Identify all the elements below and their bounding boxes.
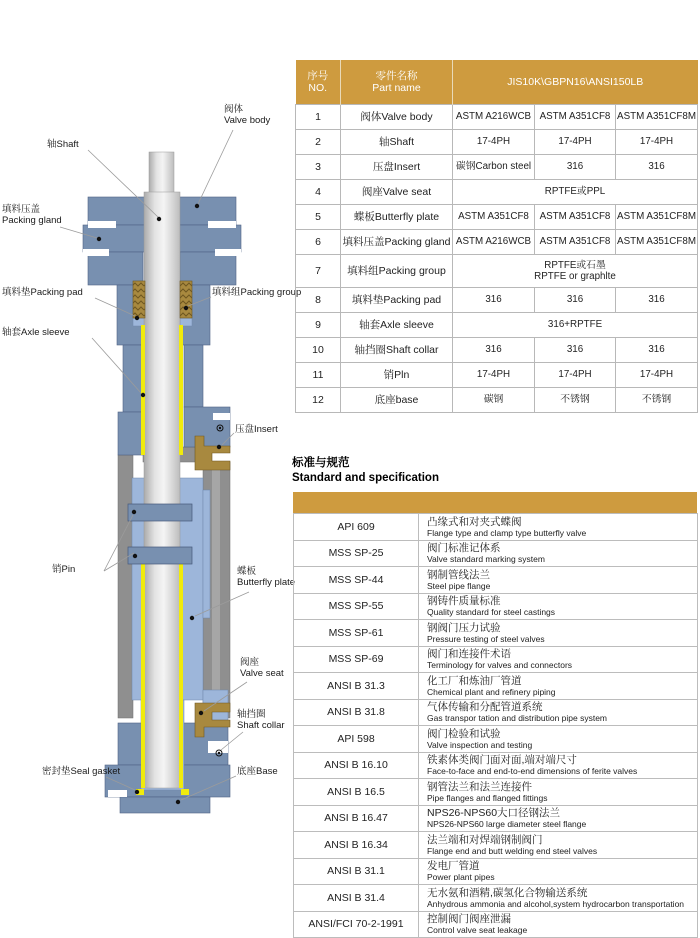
table-row xyxy=(294,514,698,541)
label-axle-sleeve: 轴套Axle sleeve xyxy=(2,327,70,338)
cell-standard-desc: 化工厂和炼油厂管道 Chemical plant and refinery piping xyxy=(419,673,698,700)
label-base: 底座Base xyxy=(237,766,278,777)
cell-standard-code: ANSI B 31.4 xyxy=(294,885,419,912)
table-row xyxy=(294,699,698,726)
table-row xyxy=(296,313,698,338)
bottom-cap xyxy=(120,797,210,813)
cell-no: 8 xyxy=(296,288,341,313)
cell-material: ASTM A216WCB xyxy=(453,230,535,255)
table-row xyxy=(294,805,698,832)
cell-material: ASTM A351CF8 xyxy=(535,105,616,130)
parts-table xyxy=(295,60,698,413)
cell-no: 5 xyxy=(296,205,341,230)
cell-no: 9 xyxy=(296,313,341,338)
packing-pad-part xyxy=(133,318,145,326)
table-row xyxy=(294,779,698,806)
table-row xyxy=(294,726,698,753)
cell-standard-desc: 发电厂管道 Power plant pipes xyxy=(419,858,698,885)
cell-standard-desc: 阀门和连接件术语 Terminology for valves and connectors xyxy=(419,646,698,673)
cell-standard-code: ANSI B 31.8 xyxy=(294,699,419,726)
cell-material: ASTM A351CF8 xyxy=(535,205,616,230)
cell-material: 碳钢Carbon steel xyxy=(453,155,535,180)
cell-material: 316 xyxy=(616,338,698,363)
parts-table-header xyxy=(296,60,698,105)
label-valve-body: 阀体 Valve body xyxy=(224,104,271,127)
table-row xyxy=(296,130,698,155)
table-row xyxy=(296,180,698,205)
header-part-name: 零件名称 Part name xyxy=(341,60,453,105)
table-row xyxy=(294,885,698,912)
table-row xyxy=(294,567,698,594)
cell-material: ASTM A351CF8 xyxy=(453,205,535,230)
cell-name: 填料压盖Packing gland xyxy=(341,230,453,255)
standards-header-bar xyxy=(293,492,697,513)
cell-standard-desc: 无水氨和酒精,碳氢化合物输送系统 Anhydrous ammonia and alcohol,system hydrocarbon transportation xyxy=(419,885,698,912)
cell-no: 7 xyxy=(296,255,341,288)
table-row xyxy=(296,288,698,313)
cell-material: 不锈钢 xyxy=(616,388,698,413)
cell-standard-desc: 阀门检验和试验 Valve inspection and testing xyxy=(419,726,698,753)
cell-material: 316 xyxy=(453,288,535,313)
table-row xyxy=(296,388,698,413)
standards-title: 标准与规范 Standard and specification xyxy=(292,457,439,484)
shaft-part xyxy=(144,152,180,788)
cell-name: 轴挡圈Shaft collar xyxy=(341,338,453,363)
cell-name: 销Pln xyxy=(341,363,453,388)
cell-standard-code: MSS SP-44 xyxy=(294,567,419,594)
cell-material: ASTM A351CF8M xyxy=(616,105,698,130)
cell-name: 轴套Axle sleeve xyxy=(341,313,453,338)
table-row xyxy=(296,205,698,230)
packing-pad-part xyxy=(180,318,192,326)
cell-standard-code: ANSI B 31.1 xyxy=(294,858,419,885)
cell-no: 4 xyxy=(296,180,341,205)
cell-standard-code: MSS SP-61 xyxy=(294,620,419,647)
cell-name: 蝶板Butterfly plate xyxy=(341,205,453,230)
cell-material: 17-4PH xyxy=(616,363,698,388)
header-grade: JIS10K\GBPN16\ANSI150LB xyxy=(453,60,698,105)
cell-standard-desc: 钢阀门压力试验 Pressure testing of steel valves xyxy=(419,620,698,647)
table-row xyxy=(294,593,698,620)
cell-material: 316 xyxy=(535,155,616,180)
cell-standard-desc: 气体传输和分配管道系统 Gas transpor tation and distribution pipe system xyxy=(419,699,698,726)
label-valve-seat: 阀座 Valve seat xyxy=(240,657,284,680)
standards-table xyxy=(293,513,698,938)
cell-material: ASTM A351CF8M xyxy=(616,205,698,230)
table-row xyxy=(296,155,698,180)
cell-standard-code: MSS SP-25 xyxy=(294,540,419,567)
label-shaft: 轴Shaft xyxy=(47,139,79,150)
cell-standard-code: ANSI B 16.47 xyxy=(294,805,419,832)
cell-standard-code: ANSI B 31.3 xyxy=(294,673,419,700)
cell-material: 碳钢 xyxy=(453,388,535,413)
cell-standard-desc: NPS26-NPS60大口径钢法兰 NPS26-NPS60 large diameter steel flange xyxy=(419,805,698,832)
cell-standard-desc: 控制阀门阀座泄漏 Control valve seat leakage xyxy=(419,911,698,938)
cell-material: ASTM A216WCB xyxy=(453,105,535,130)
cell-no: 11 xyxy=(296,363,341,388)
cell-standard-desc: 钢铸件质量标准 Quality standard for steel castings xyxy=(419,593,698,620)
cell-standard-desc: 钢管法兰和法兰连接件 Pipe flanges and flanged fittings xyxy=(419,779,698,806)
cell-material-span: RPTFE或石墨 RPTFE or graphlte xyxy=(453,255,698,288)
label-packing-gland: 填料压盖 Packing gland xyxy=(2,204,62,227)
cell-standard-desc: 法兰端和对焊端钢制阀门 Flange end and butt welding end steel valves xyxy=(419,832,698,859)
table-row xyxy=(294,540,698,567)
cell-name: 轴Shaft xyxy=(341,130,453,155)
table-row xyxy=(296,105,698,130)
cell-material-span: 316+RPTFE xyxy=(453,313,698,338)
cell-name: 阀座Valve seat xyxy=(341,180,453,205)
cell-material: 17-4PH xyxy=(453,130,535,155)
cell-material: ASTM A351CF8 xyxy=(535,230,616,255)
table-row xyxy=(294,646,698,673)
table-row xyxy=(294,911,698,938)
cell-material: 17-4PH xyxy=(535,363,616,388)
seal-gasket-part xyxy=(181,789,189,795)
cell-no: 1 xyxy=(296,105,341,130)
cell-name: 填料组Packing group xyxy=(341,255,453,288)
cell-name: 填料垫Packing pad xyxy=(341,288,453,313)
cell-standard-desc: 钢制管线法兰 Steel pipe flange xyxy=(419,567,698,594)
cell-standard-code: ANSI B 16.10 xyxy=(294,752,419,779)
cell-material: 316 xyxy=(616,288,698,313)
cell-no: 3 xyxy=(296,155,341,180)
label-packing-group: 填料组Packing group xyxy=(212,287,302,298)
cell-standard-code: ANSI/FCI 70-2-1991 xyxy=(294,911,419,938)
cell-material: 316 xyxy=(453,338,535,363)
cell-standard-code: ANSI B 16.5 xyxy=(294,779,419,806)
table-row xyxy=(294,673,698,700)
cell-name: 阀体Valve body xyxy=(341,105,453,130)
label-packing-pad: 填料垫Packing pad xyxy=(2,287,83,298)
cell-no: 10 xyxy=(296,338,341,363)
table-row xyxy=(294,620,698,647)
cell-material: 17-4PH xyxy=(453,363,535,388)
table-row xyxy=(294,752,698,779)
label-shaft-collar: 轴挡圈 Shaft collar xyxy=(237,709,285,732)
cell-no: 6 xyxy=(296,230,341,255)
cell-material: 316 xyxy=(535,338,616,363)
label-seal-gasket: 密封垫Seal gasket xyxy=(42,766,121,777)
cell-name: 压盘Insert xyxy=(341,155,453,180)
cell-material: 316 xyxy=(616,155,698,180)
cell-standard-desc: 凸缘式和对夹式蝶阀 Flange type and clamp type butterfly valve xyxy=(419,514,698,541)
cell-no: 2 xyxy=(296,130,341,155)
cell-name: 底座base xyxy=(341,388,453,413)
cell-material: 不锈钢 xyxy=(535,388,616,413)
cell-standard-code: API 598 xyxy=(294,726,419,753)
table-row xyxy=(296,255,698,288)
header-no: 序号 NO. xyxy=(296,60,341,105)
label-butterfly-plate: 蝶板 Butterfly plate xyxy=(237,566,296,589)
cell-standard-desc: 铁素体类阀门面对面,端对端尺寸 Face-to-face and end-to-end dimensions of ferite valves xyxy=(419,752,698,779)
cell-material: 17-4PH xyxy=(616,130,698,155)
cell-material-span: RPTFE或PPL xyxy=(453,180,698,205)
cell-material: 17-4PH xyxy=(535,130,616,155)
table-row xyxy=(296,363,698,388)
cell-no: 12 xyxy=(296,388,341,413)
cell-standard-code: MSS SP-55 xyxy=(294,593,419,620)
cell-material: ASTM A351CF8M xyxy=(616,230,698,255)
cell-standard-code: ANSI B 16.34 xyxy=(294,832,419,859)
label-pin: 销Pin xyxy=(52,564,76,575)
table-row xyxy=(296,230,698,255)
cell-standard-code: API 609 xyxy=(294,514,419,541)
table-row xyxy=(296,338,698,363)
cell-standard-desc: 阀门标准记体系 Valve standard marking system xyxy=(419,540,698,567)
label-insert: 压盘Insert xyxy=(235,424,278,435)
cell-standard-code: MSS SP-69 xyxy=(294,646,419,673)
table-row xyxy=(294,832,698,859)
cell-material: 316 xyxy=(535,288,616,313)
table-row xyxy=(294,858,698,885)
